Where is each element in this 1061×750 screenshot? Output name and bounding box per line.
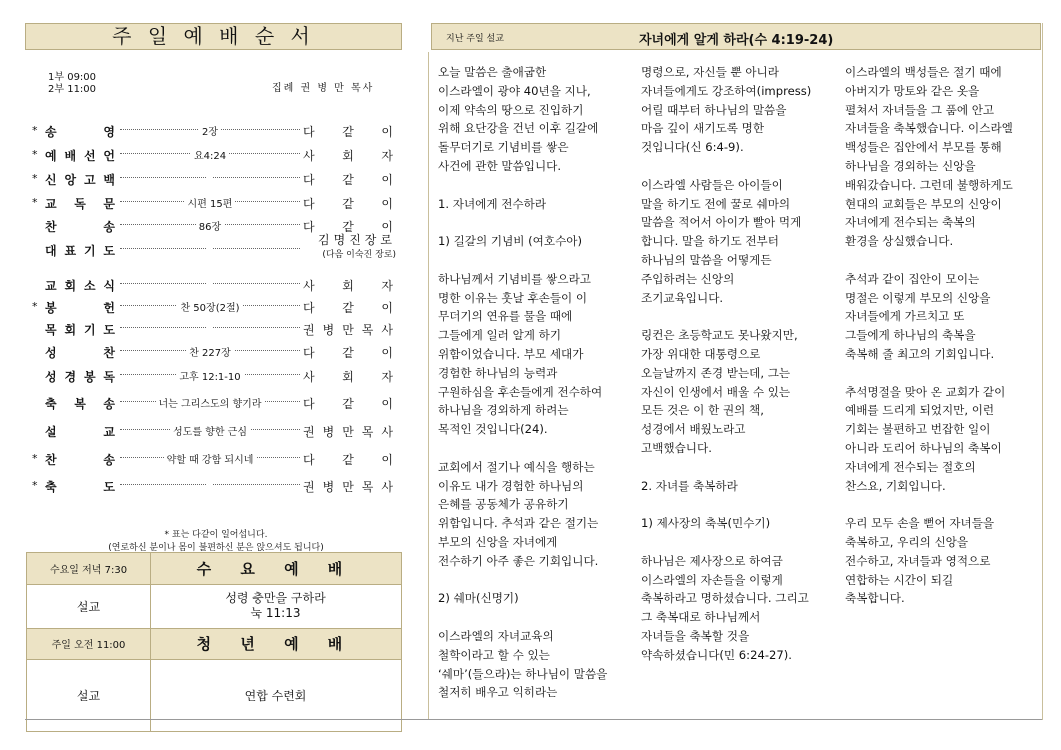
order-char: 목 bbox=[361, 425, 374, 439]
order-label bbox=[45, 277, 115, 294]
order-char: 같 bbox=[342, 346, 354, 360]
wednesday-sermon-title: 성령 충만을 구하라 bbox=[225, 591, 326, 605]
order-char: 찬 bbox=[45, 220, 57, 234]
order-row bbox=[0, 476, 402, 496]
order-char: 자 bbox=[381, 149, 393, 163]
order-detail bbox=[120, 299, 300, 314]
order-row bbox=[0, 319, 402, 339]
order-label bbox=[45, 395, 115, 412]
order-char: 회 bbox=[342, 279, 354, 293]
order-char: 고 bbox=[83, 173, 96, 187]
box-divider bbox=[27, 628, 401, 629]
order-char: 송 bbox=[103, 453, 115, 467]
order-leader bbox=[303, 368, 393, 385]
order-leader bbox=[303, 451, 393, 468]
order-detail bbox=[120, 171, 300, 182]
order-row bbox=[0, 145, 402, 165]
order-char: 같 bbox=[342, 301, 354, 315]
standing-mark: * bbox=[32, 479, 38, 492]
order-char: 언 bbox=[103, 149, 115, 163]
order-leader bbox=[300, 233, 396, 263]
order-detail bbox=[120, 123, 300, 138]
order-char: 만 bbox=[342, 480, 354, 494]
order-detail-text bbox=[207, 242, 213, 253]
order-char: 회 bbox=[64, 279, 77, 293]
order-leader bbox=[303, 147, 393, 164]
order-char: 교 bbox=[45, 279, 57, 293]
order-char: 성 bbox=[45, 370, 57, 384]
order-char: 예 bbox=[45, 149, 57, 163]
wednesday-sermon bbox=[150, 584, 401, 628]
order-row bbox=[0, 342, 402, 362]
order-char: 다 bbox=[303, 220, 315, 234]
order-char: 이 bbox=[381, 453, 393, 467]
order-char: 목 bbox=[361, 323, 374, 337]
order-char: 권 bbox=[303, 323, 315, 337]
order-detail-text: 성도를 향한 근심 bbox=[170, 427, 250, 438]
order-char: 같 bbox=[342, 397, 354, 411]
order-char: 앙 bbox=[64, 173, 77, 187]
standing-mark: * bbox=[32, 172, 38, 185]
order-detail bbox=[120, 478, 300, 489]
order-char: 권 bbox=[303, 480, 315, 494]
order-char: 백 bbox=[103, 173, 115, 187]
order-char: 같 bbox=[342, 453, 354, 467]
order-char: 회 bbox=[342, 149, 354, 163]
order-char: 병 bbox=[322, 480, 335, 494]
order-char: 봉 bbox=[83, 370, 96, 384]
order-row bbox=[0, 193, 402, 213]
order-row bbox=[0, 297, 402, 317]
order-row bbox=[0, 233, 402, 260]
order-char: 선 bbox=[83, 149, 96, 163]
order-leader bbox=[303, 344, 393, 361]
order-char: 도 bbox=[103, 244, 115, 258]
sunday-youth-label: 설교 bbox=[76, 688, 101, 703]
box-divider bbox=[150, 553, 151, 731]
order-char: 자 bbox=[381, 370, 393, 384]
wednesday-sermon-ref: 눅 11:13 bbox=[250, 606, 301, 620]
order-char: 송 bbox=[45, 125, 57, 139]
order-char: 복 bbox=[74, 397, 86, 411]
order-char: 신 bbox=[45, 173, 57, 187]
sermon-title: 자녀에게 알게 하라(수 4:19-24) bbox=[639, 33, 834, 48]
order-char: 찬 bbox=[45, 453, 57, 467]
sunday-youth-title: 청 년 예 배 bbox=[150, 628, 401, 659]
order-label bbox=[45, 218, 115, 235]
order-leader bbox=[303, 478, 393, 495]
order-detail-text: 2장 bbox=[199, 127, 221, 138]
order-char: 대 bbox=[45, 244, 57, 258]
order-char: 표 bbox=[64, 244, 77, 258]
order-char: 권 bbox=[303, 425, 315, 439]
order-row bbox=[0, 421, 402, 441]
service-times bbox=[48, 72, 96, 96]
order-char: 축 bbox=[45, 397, 57, 411]
order-char: 문 bbox=[103, 197, 115, 211]
order-char: 회 bbox=[64, 323, 77, 337]
order-char: 같 bbox=[342, 125, 354, 139]
order-label bbox=[45, 368, 115, 385]
order-char: 봉 bbox=[45, 301, 57, 315]
order-char: 이 bbox=[381, 346, 393, 360]
order-detail-text: 너는 그리스도의 향기라 bbox=[156, 399, 265, 410]
wednesday-title: 수 요 예 배 bbox=[150, 553, 401, 584]
bottom-rule bbox=[25, 719, 1042, 720]
order-char: 같 bbox=[342, 197, 354, 211]
order-detail bbox=[120, 218, 300, 233]
order-row bbox=[0, 449, 402, 469]
standing-note: * 표는 다같이 일어섭니다. bbox=[164, 530, 268, 540]
order-row bbox=[0, 275, 402, 295]
first-service-time: 1부 09:00 bbox=[48, 72, 97, 83]
order-char: 축 bbox=[45, 480, 57, 494]
order-char: 영 bbox=[103, 125, 115, 139]
order-char: 다 bbox=[303, 346, 315, 360]
order-char: 사 bbox=[303, 149, 315, 163]
sermon-header bbox=[431, 23, 1041, 50]
order-char: 이 bbox=[381, 125, 393, 139]
order-leader bbox=[303, 395, 393, 412]
last-week-sermon-tag: 지난 주일 설교 bbox=[446, 34, 504, 44]
order-label bbox=[45, 344, 115, 361]
order-char: 병 bbox=[322, 425, 335, 439]
wednesday-time: 수요일 저녁 7:30 bbox=[27, 553, 150, 584]
standing-mark: * bbox=[32, 196, 38, 209]
order-char: 송 bbox=[103, 397, 115, 411]
order-char: 만 bbox=[342, 425, 354, 439]
order-leader bbox=[303, 195, 393, 212]
officiant: 집례 권 병 만 목사 bbox=[272, 83, 375, 94]
order-detail bbox=[120, 242, 300, 253]
column-divider bbox=[428, 52, 429, 720]
order-detail-text bbox=[207, 321, 213, 332]
order-row bbox=[0, 169, 402, 189]
order-detail-text bbox=[207, 171, 213, 182]
order-char: 병 bbox=[322, 323, 335, 337]
order-detail-text: 고후 12:1-10 bbox=[176, 372, 243, 383]
order-char: 다 bbox=[303, 125, 315, 139]
order-label bbox=[45, 171, 115, 188]
order-char: 독 bbox=[103, 370, 115, 384]
order-row bbox=[0, 393, 402, 413]
order-detail bbox=[120, 344, 300, 359]
standing-mark: * bbox=[32, 300, 38, 313]
order-detail-text bbox=[207, 277, 213, 288]
order-char: 다 bbox=[303, 453, 315, 467]
second-service-time: 2부 11:00 bbox=[48, 84, 97, 95]
order-of-worship-title: 주 일 예 배 순 서 bbox=[25, 23, 402, 50]
seating-note: (연로하신 분이나 몸이 불편하신 분은 앉으셔도 됩니다) bbox=[108, 543, 324, 553]
order-label bbox=[45, 123, 115, 140]
order-char: 사 bbox=[381, 425, 393, 439]
order-row bbox=[0, 366, 402, 386]
order-detail bbox=[120, 451, 300, 466]
order-char: 이 bbox=[381, 397, 393, 411]
standing-mark: * bbox=[32, 452, 38, 465]
order-label bbox=[45, 423, 115, 440]
order-detail-text: 86장 bbox=[196, 222, 224, 233]
order-char: 교 bbox=[103, 425, 115, 439]
order-char: 도 bbox=[103, 323, 115, 337]
sunday-youth-content: 연합 수련회 bbox=[244, 688, 307, 703]
order-label bbox=[45, 299, 115, 316]
order-leader-name: 김명진장로 bbox=[318, 233, 396, 247]
order-char: 경 bbox=[64, 370, 77, 384]
order-leader bbox=[303, 423, 393, 440]
order-char: 같 bbox=[342, 173, 354, 187]
order-label bbox=[45, 451, 115, 468]
order-label bbox=[45, 321, 115, 338]
order-leader bbox=[303, 277, 393, 294]
order-detail bbox=[120, 195, 300, 210]
order-leader-note: (다음 이숙진 장로) bbox=[322, 250, 396, 260]
order-char: 찬 bbox=[103, 346, 115, 360]
order-detail bbox=[120, 368, 300, 383]
order-row bbox=[0, 121, 402, 141]
order-char: 이 bbox=[381, 197, 393, 211]
order-char: 이 bbox=[381, 220, 393, 234]
order-char: 사 bbox=[381, 480, 393, 494]
box-divider bbox=[27, 584, 401, 585]
order-char: 설 bbox=[45, 425, 57, 439]
order-char: 이 bbox=[381, 301, 393, 315]
order-char: 만 bbox=[342, 323, 354, 337]
standing-mark: * bbox=[32, 124, 38, 137]
order-char: 다 bbox=[303, 397, 315, 411]
order-detail bbox=[120, 321, 300, 332]
order-char: 교 bbox=[45, 197, 57, 211]
sermon-column-1: 오늘 말씀은 출애굽한 이스라엘이 광야 40년을 지나, 이제 약속의 땅으로 진입하기 위해 요단강을 건넌 이후 길갈에 돌무더기로 기념비를 쌓은 사건에 관한 말씀입니다. 1. 자녀에게 전수하라 1) 길갈의 기념비 (여호수아) 하나님께서 기념비를 쌓으라고 명한 이유는 훗날 후손들이 이 무더기의 연유를 물을 때에 그들에게 일러 알게 하기 위함이었습니다. 부모 세대가 경험한 하나님의 능력과 구원하심을 후손들에게 전수하여 하나님을 경외하게 하려는 목적인 것입니다(24). 교회에서 절기나 예식을 행하는 이유도 내가 경험한 하나님의 은혜를 공동체가 공유하기 위함입니다. 추석과 같은 절기는 부모의 신앙을 자녀에게 전수하기 아주 좋은 기회입니다. 2) 쉐마(신명기) 이스라엘의 자녀교육의 철학이라고 할 수 있는 ‘쉐마’(들으라)는 하나님이 말씀을 철저히 배우고 익히라는 bbox=[438, 65, 608, 700]
sermon-column-2: 명령으로, 자신들 뿐 아니라 자녀들에게도 강조하여(impress) 어릴 때부터 하나님의 말씀을 마음 깊이 새기도록 명한 것입니다(신 6:4-9). 이스라엘 사람들은 아이들이 말을 하기도 전에 꿀로 쉐마의 말씀을 적어서 아이가 빨아 먹게 합니다. 말을 하기도 전부터 하나님의 말씀을 어떻게든 주입하려는 신앙의 조기교육입니다. 링컨은 초등학교도 못나왔지만, 가장 위대한 대통령으로 오늘날까지 존경 받는데, 그는 자신이 인생에서 배울 수 있는 모든 것은 이 한 권의 책, 성경에서 배웠노라고 고백했습니다. 2. 자녀를 축복하라 1) 제사장의 축복(민수기) 하나님은 제사장으로 하여금 이스라엘의 자손들을 이렇게 축복하라고 명하셨습니다. 그리고 그 축복대로 하나님께서 자녀들을 축복할 것을 약속하셨습니다(민 6:24-27). bbox=[641, 65, 812, 662]
order-detail bbox=[120, 147, 300, 162]
order-leader bbox=[303, 321, 393, 338]
order-char: 헌 bbox=[103, 301, 115, 315]
right-border bbox=[1042, 23, 1043, 720]
order-char: 사 bbox=[381, 323, 393, 337]
order-label bbox=[45, 478, 115, 495]
order-char: 기 bbox=[83, 323, 96, 337]
order-detail bbox=[120, 395, 300, 410]
order-char: 성 bbox=[45, 346, 57, 360]
order-char: 기 bbox=[83, 244, 96, 258]
order-char: 목 bbox=[361, 480, 374, 494]
sermon-column-3: 이스라엘의 백성들은 절기 때에 아버지가 망토와 같은 옷을 펼쳐서 자녀들을 그 품에 안고 자녀들을 축복했습니다. 이스라엘 백성들은 집안에서 부모를 통해 하나님을 경외하는 신앙을 배워갔습니다. 그런데 불행하게도 현대의 교회들은 부모의 신앙이 자녀에게 전수되는 축복의 환경을 상실했습니다. 추석과 같이 집안이 모이는 명절은 이렇게 부모의 신앙을 자녀들에게 가르치고 또 그들에게 하나님의 축복을 축복해 줄 최고의 기회입니다. 추석명절을 맞아 온 교회가 같이 예배를 드리게 되었지만, 이런 기회는 불편하고 번잡한 일이 아니라 도리어 하나님의 축복이 자녀에게 전수되는 절호의 찬스요, 기회입니다. 우리 모두 손을 뻗어 자녀들을 축복하고, 우리의 신앙을 전수하고, 자녀들과 영적으로 연합하는 시간이 되길 축복합니다. bbox=[845, 65, 1013, 606]
order-char: 다 bbox=[303, 173, 315, 187]
other-services-box bbox=[26, 552, 402, 732]
order-leader bbox=[303, 171, 393, 188]
order-detail-text: 찬 227장 bbox=[186, 348, 234, 359]
order-char: 식 bbox=[103, 279, 115, 293]
order-label bbox=[45, 242, 115, 259]
order-detail-text: 약할 때 강함 되시네 bbox=[164, 455, 257, 466]
order-leader bbox=[303, 123, 393, 140]
order-char: 송 bbox=[103, 220, 115, 234]
order-char: 다 bbox=[303, 301, 315, 315]
order-char: 소 bbox=[83, 279, 96, 293]
box-divider bbox=[27, 659, 401, 660]
order-char: 회 bbox=[342, 370, 354, 384]
order-char: 같 bbox=[342, 220, 354, 234]
sunday-youth-time: 주일 오전 11:00 bbox=[27, 628, 150, 659]
wednesday-label: 설교 bbox=[76, 599, 101, 614]
order-label bbox=[45, 147, 115, 164]
order-char: 목 bbox=[45, 323, 57, 337]
order-char: 사 bbox=[303, 279, 315, 293]
order-char: 자 bbox=[381, 279, 393, 293]
order-detail-text: 요4:24 bbox=[191, 151, 229, 162]
order-char: 다 bbox=[303, 197, 315, 211]
standing-mark: * bbox=[32, 148, 38, 161]
order-detail-text: 찬 50장(2절) bbox=[177, 303, 242, 314]
order-char: 독 bbox=[74, 197, 86, 211]
order-leader bbox=[303, 299, 393, 316]
order-detail bbox=[120, 277, 300, 288]
order-detail-text: 시편 15편 bbox=[185, 199, 236, 210]
order-label bbox=[45, 195, 115, 212]
order-detail bbox=[120, 423, 300, 438]
order-detail-text bbox=[207, 478, 213, 489]
order-char: 도 bbox=[103, 480, 115, 494]
order-char: 배 bbox=[64, 149, 77, 163]
order-char: 사 bbox=[303, 370, 315, 384]
order-char: 이 bbox=[381, 173, 393, 187]
